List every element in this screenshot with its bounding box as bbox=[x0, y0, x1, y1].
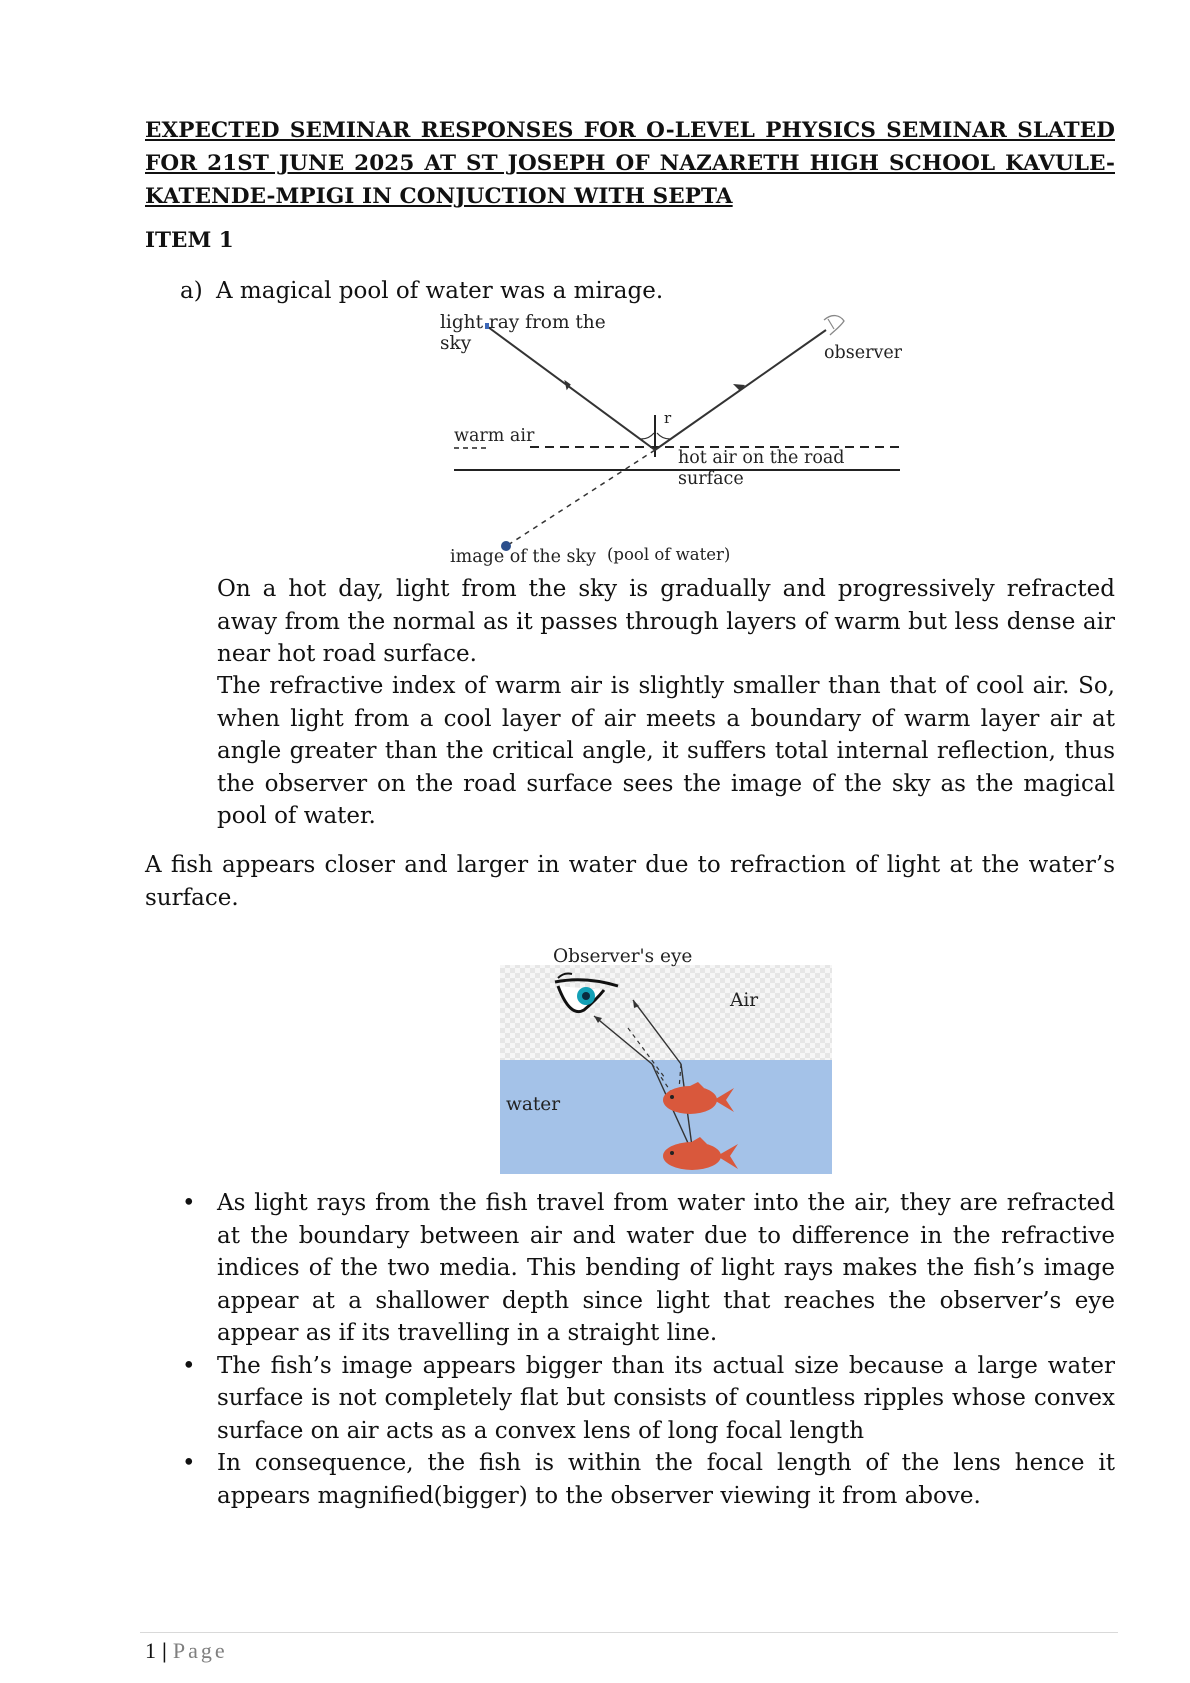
bullet-item bbox=[168, 1350, 1115, 1448]
footer-separator: | bbox=[162, 1638, 167, 1663]
fish-refraction-diagram bbox=[500, 938, 835, 1175]
label-water: water bbox=[506, 1094, 561, 1115]
paragraph-fish-intro: A fish appears closer and larger in water due to refraction of light at the water’s surface. bbox=[145, 852, 1115, 911]
label-observer: observer bbox=[824, 343, 903, 363]
label-image-of-sky: image of the sky bbox=[450, 547, 597, 567]
label-hot-air-line2: surface bbox=[678, 469, 744, 489]
document-title: EXPECTED SEMINAR RESPONSES FOR O-LEVEL PHYSICS SEMINAR SLATED FOR 21ST JUNE 2025 AT ST JOSEPH OF NAZARETH HIGH SCHOOL KAVULE-KATENDE-MPIGI IN CONJUCTION WITH SEPTA bbox=[145, 118, 1115, 209]
page-footer bbox=[145, 1638, 228, 1664]
paragraph-refraction: On a hot day, light from the sky is gradually and progressively refracted away from the normal as it passes through layers of warm but less dense air near hot road surface. bbox=[217, 576, 1115, 667]
bullet-text: In consequence, the fish is within the focal length of the lens hence it appears magnified(bigger) to the observer viewing it from above. bbox=[217, 1450, 1115, 1509]
bullet-dot-icon: • bbox=[182, 1450, 196, 1476]
label-light-ray-line2: sky bbox=[440, 333, 472, 354]
footer-divider bbox=[140, 1632, 1118, 1633]
page-number: 1 bbox=[145, 1638, 156, 1663]
label-air: Air bbox=[730, 990, 759, 1011]
part-a-text: A magical pool of water was a mirage. bbox=[216, 278, 664, 304]
mirage-diagram bbox=[440, 305, 910, 570]
bullet-dot-icon: • bbox=[182, 1190, 196, 1216]
explanation-bullets bbox=[168, 1187, 1115, 1512]
bullet-item bbox=[168, 1447, 1115, 1512]
bullet-text: The fish’s image appears bigger than its actual size because a large water surface is not completely flat but consists of countless ripples whose convex surface on air acts as a convex lens of long focal length bbox=[217, 1352, 1115, 1444]
label-hot-air-line1: hot air on the road bbox=[678, 448, 845, 468]
label-pool-of-water: (pool of water) bbox=[607, 545, 731, 564]
part-a bbox=[180, 278, 663, 304]
bullet-item bbox=[168, 1187, 1115, 1350]
label-observers-eye: Observer's eye bbox=[553, 946, 693, 967]
observer-eye-icon bbox=[824, 316, 844, 335]
label-light-ray-line1: light ray from the bbox=[440, 312, 606, 333]
part-a-label: a) bbox=[180, 278, 203, 304]
page-word: Page bbox=[172, 1638, 228, 1663]
air-region bbox=[500, 965, 832, 1060]
label-warm-air: warm air bbox=[454, 426, 535, 446]
virtual-ray bbox=[508, 450, 655, 545]
bullet-text: As light rays from the fish travel from water into the air, they are refracted at the boundary between air and water due to difference in the refractive indices of the two media. This bending of light rays makes the fish’s image appear at a shallower depth since light that reaches the observer’s eye appear as if its travelling in a straight line. bbox=[217, 1190, 1115, 1346]
paragraph-total-internal-reflection: The refractive index of warm air is slightly smaller than that of cool air. So, when light from a cool layer of air meets a boundary of warm layer air at angle greater than the critical angle, it suffers total internal reflection, thus the observer on the road surface sees the image of the sky as the magical pool of water. bbox=[217, 673, 1115, 829]
bullet-dot-icon: • bbox=[182, 1352, 196, 1379]
item-heading: ITEM 1 bbox=[145, 228, 234, 253]
label-angle-r: r bbox=[664, 409, 672, 427]
